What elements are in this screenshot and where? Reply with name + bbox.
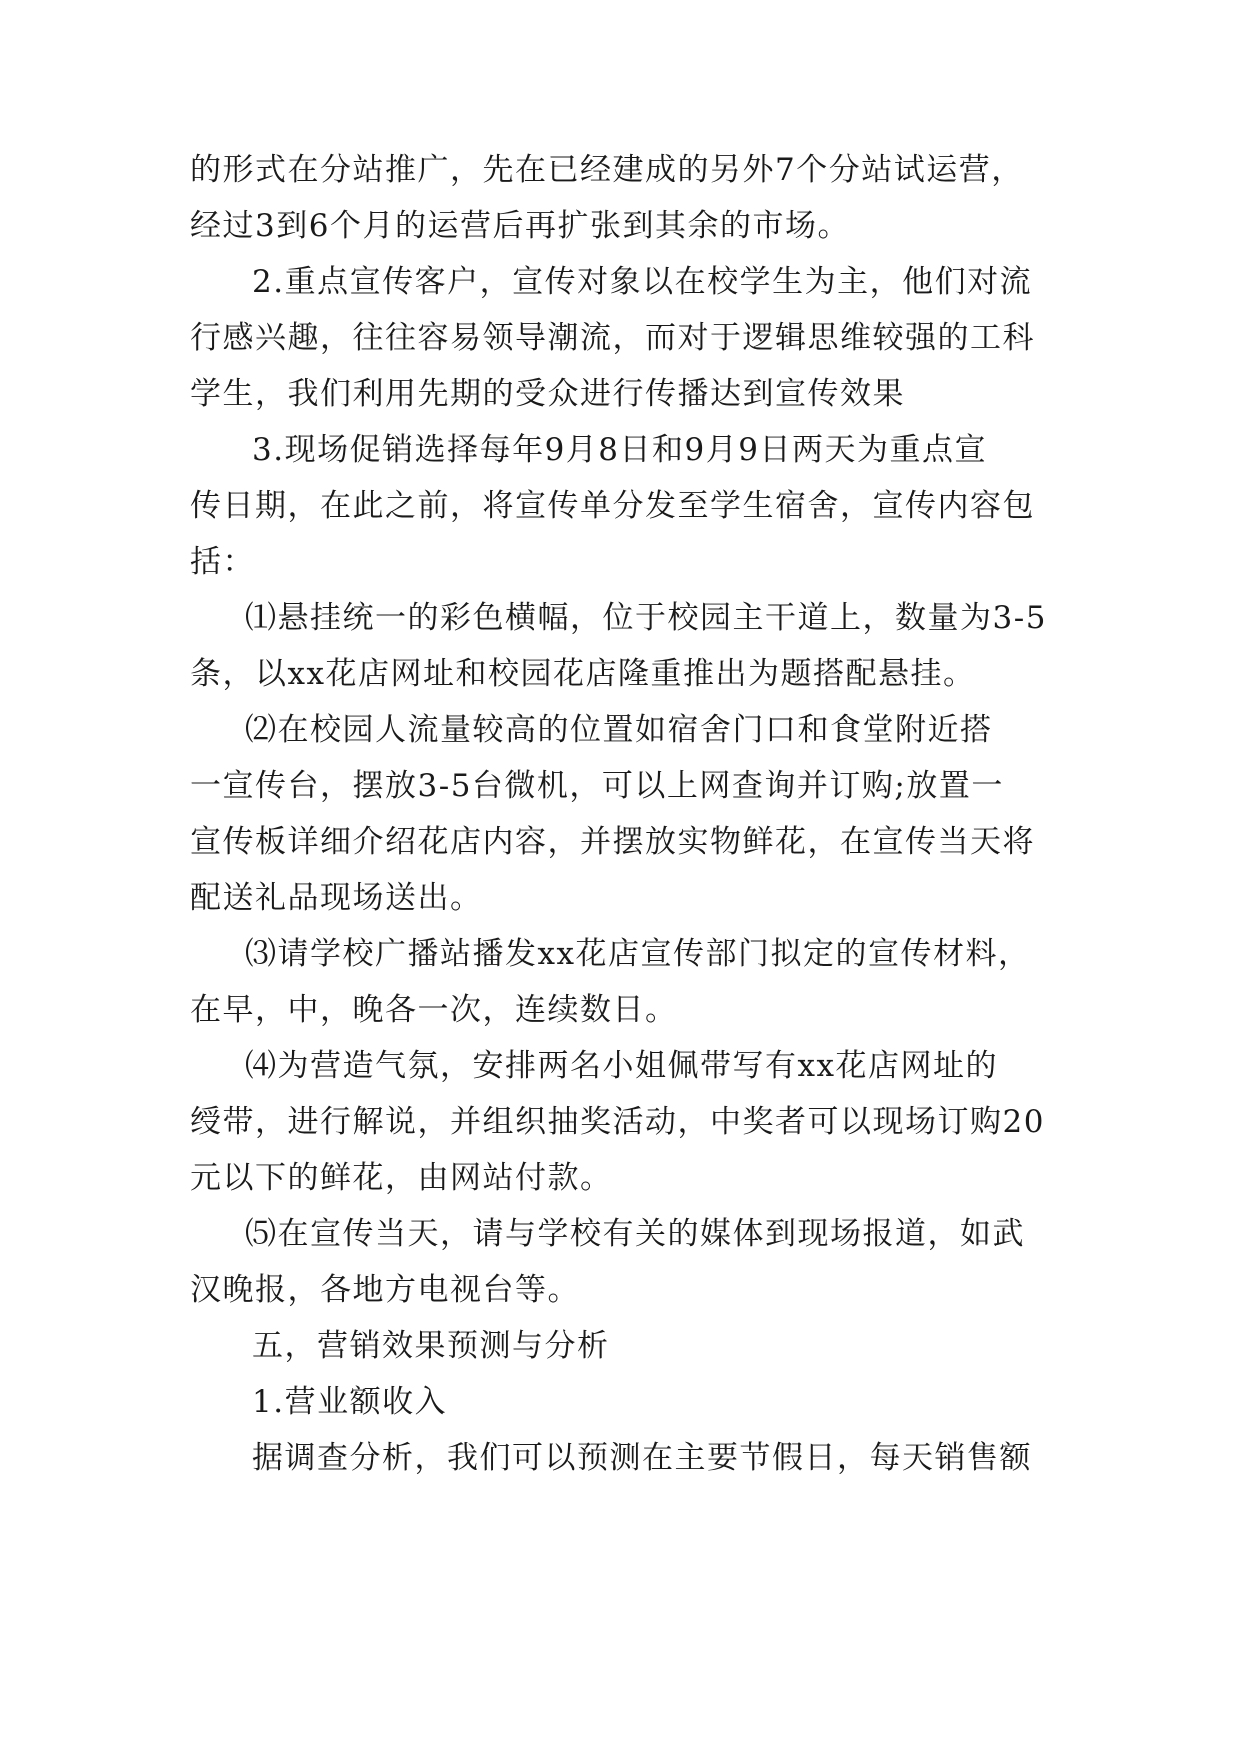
paragraph-line: 学生，我们利用先期的受众进行传播达到宣传效果 bbox=[190, 376, 905, 412]
paragraph-line: ⑶请学校广播站播发xx花店宣传部门拟定的宣传材料， bbox=[245, 936, 1031, 972]
paragraph-line: ⑴悬挂统一的彩色横幅，位于校园主干道上，数量为3-5 bbox=[245, 600, 1047, 636]
paragraph-line: 传日期，在此之前，将宣传单分发至学生宿舍，宣传内容包 bbox=[190, 488, 1035, 524]
paragraph-line: 括： bbox=[190, 544, 255, 580]
paragraph-line: 据调查分析，我们可以预测在主要节假日，每天销售额 bbox=[252, 1440, 1032, 1476]
paragraph-line: ⑸在宣传当天，请与学校有关的媒体到现场报道，如武 bbox=[245, 1216, 1025, 1252]
paragraph-line: 汉晚报，各地方电视台等。 bbox=[190, 1272, 580, 1308]
subsection-heading: 1.营业额收入 bbox=[252, 1384, 448, 1420]
paragraph-line: 元以下的鲜花，由网站付款。 bbox=[190, 1160, 613, 1196]
paragraph-line: 宣传板详细介绍花店内容，并摆放实物鲜花，在宣传当天将 bbox=[190, 824, 1035, 860]
paragraph-line: 行感兴趣，往往容易领导潮流，而对于逻辑思维较强的工科 bbox=[190, 320, 1035, 356]
paragraph-line: 条，以xx花店网址和校园花店隆重推出为题搭配悬挂。 bbox=[190, 656, 976, 692]
paragraph-line: ⑵在校园人流量较高的位置如宿舍门口和食堂附近搭 bbox=[245, 712, 993, 748]
paragraph-line: 3.现场促销选择每年9月8日和9月9日两天为重点宣 bbox=[252, 432, 987, 468]
paragraph-line: 在早，中，晚各一次，连续数日。 bbox=[190, 992, 678, 1028]
paragraph-line: 的形式在分站推广，先在已经建成的另外7个分站试运营， bbox=[190, 152, 1024, 188]
paragraph-line: 一宣传台，摆放3-5台微机，可以上网查询并订购;放置一 bbox=[190, 768, 1004, 804]
paragraph-line: 2.重点宣传客户，宣传对象以在校学生为主，他们对流 bbox=[252, 264, 1033, 300]
paragraph-line: 经过3到6个月的运营后再扩张到其余的市场。 bbox=[190, 208, 850, 244]
paragraph-line: ⑷为营造气氛，安排两名小姐佩带写有xx花店网址的 bbox=[245, 1048, 998, 1084]
paragraph-line: 配送礼品现场送出。 bbox=[190, 880, 483, 916]
section-heading: 五，营销效果预测与分析 bbox=[252, 1328, 610, 1364]
paragraph-line: 绶带，进行解说，并组织抽奖活动，中奖者可以现场订购20 bbox=[190, 1104, 1045, 1140]
